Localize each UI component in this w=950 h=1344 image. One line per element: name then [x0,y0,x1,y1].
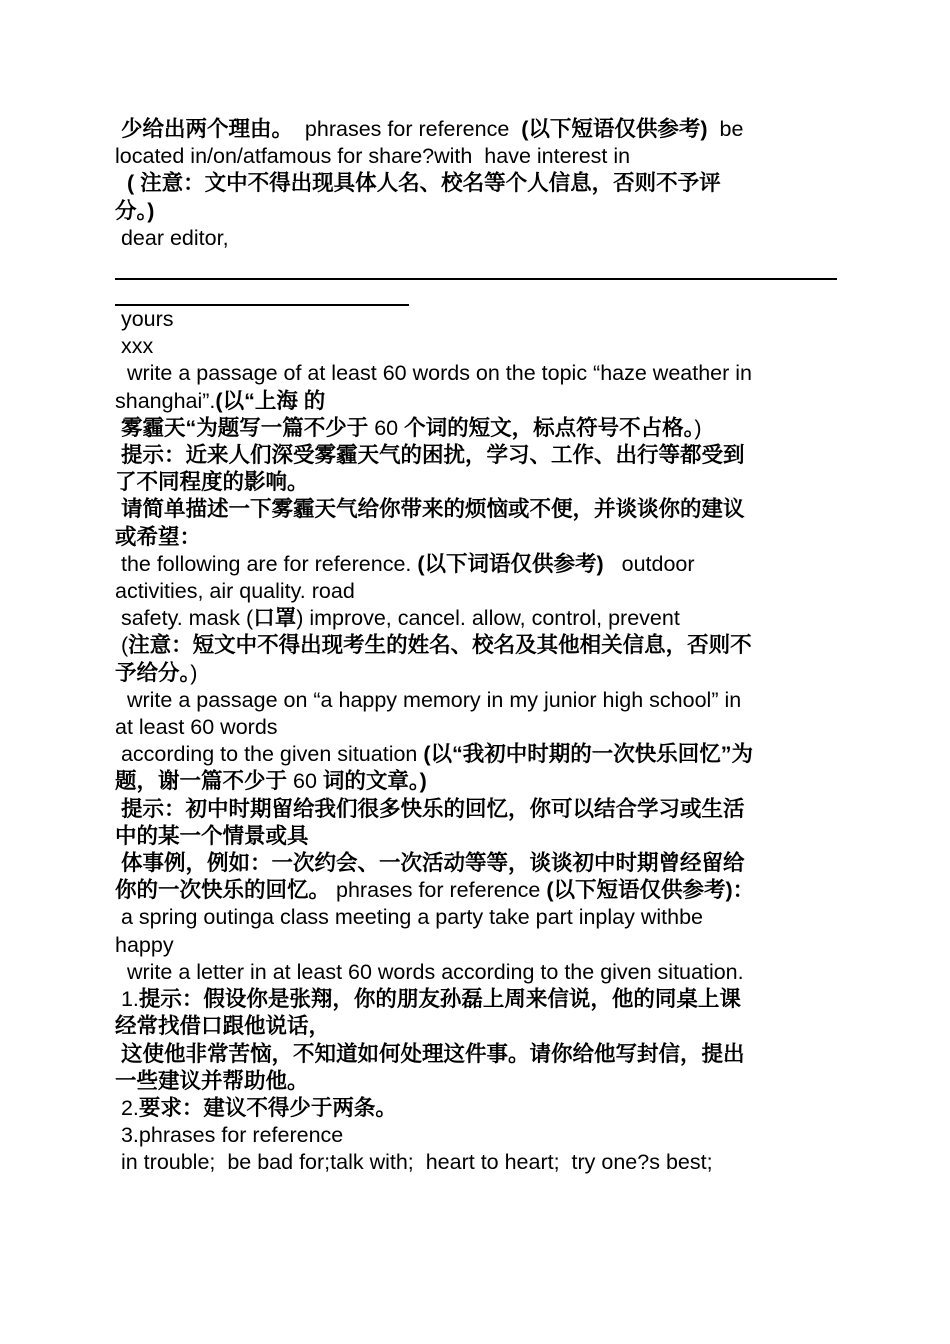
essay3-req-num: 60 [287,769,323,794]
essay2-hint-line1: 提示：近来人们深受雾霾天气的困扰，学习、工作、出行等都受到 [115,443,745,468]
essay2-reference-words1: activities, air quality. road [115,579,355,604]
essay4-hint-line1 [115,986,845,1013]
essay2-req-b: 个词的短文，标点符号不占格。 [404,415,695,440]
essay4-hint-line4: 一些建议并帮助他。 [115,1068,309,1093]
essay3-phrases-note: (以下短语仅供参考)： [546,878,755,903]
essay2-prompt-line2 [115,388,845,415]
essay1-reasons-text: 少给出两个理由。 [115,117,293,141]
essay2-task-line1: 请简单描述一下雾霾天气给你带来的烦恼或不便，并谈谈你的建议 [115,497,745,522]
essay1-notice-line1: ( 注意：文中不得出现具体人名、校名等个人信息，否则不予评 [115,171,721,196]
essay2-words-b: ) improve, cancel. allow, control, prevent [296,606,680,631]
essay2-prompt-line1: write a passage of at least 60 words on the topic “haze weather in [115,361,753,386]
letter-closing: yours [115,307,174,332]
essay3-prompt-line1: write a passage on “a happy memory in my junior high school” in [115,687,742,712]
document-page [115,116,845,1177]
essay4-hint-line3: 这使他非常苦恼，不知道如何处理这件事。请你给他写封信，提出 [115,1041,745,1066]
essay2-notice-end: 予给分。 [115,660,191,685]
essay2-prompt-line3 [115,415,845,442]
essay1-phrases: located in/on/atfamous for share?with have interest in [115,144,631,169]
essay3-phrases-line1: a spring outinga class meeting a party take part inplay withbe [115,905,703,930]
essay2-reference-outdoor: outdoor [609,551,695,576]
essay1-phrases-note: (以下短语仅供参考) [515,117,714,141]
essay2-words-mask-cn: 口罩 [253,606,297,631]
essay3-hint-end: 你的一次快乐的回忆。 [115,878,331,903]
essay2-notice-line2 [115,660,845,687]
essay2-reference-words2 [115,605,845,632]
essay3-hint-line4 [115,877,845,904]
essay1-line1 [115,116,845,143]
essay4-hint-text: 提示：假设你是张翔，你的朋友孙磊上周来信说，他的同桌上课 [138,987,741,1012]
essay2-req-a: 雾霾天“为题写一篇不少于 [115,415,369,440]
essay2-notice-text: 注意：短文中不得出现考生的姓名、校名及其他相关信息，否则不 [128,633,752,658]
essay3-prompt-line3 [115,741,845,768]
essay2-topic-text: shanghai”. [115,388,216,413]
essay2-words-a: safety. mask ( [115,606,254,631]
essay3-req-a: 题，谢一篇不少于 [115,769,288,794]
essay4-phrases: in trouble; be bad for;talk with; heart to heart; try one?s best; [115,1150,713,1175]
essay2-notice-paren: ( [115,633,129,658]
letter-salutation: dear editor, [115,225,229,250]
essay3-situation-text: according to the given situation [115,742,424,767]
essay3-hint-line3: 体事例，例如：一次约会、一次活动等等，谈谈初中时期曾经留给 [115,851,745,876]
essay2-reference-text: the following are for reference. [115,551,412,576]
essay4-requirement-text: 要求：建议不得少于两条。 [138,1095,397,1120]
essay4-num1: 1. [115,987,139,1012]
essay3-req-b: 词的文章。) [322,769,427,794]
essay2-reference-line [115,551,845,578]
essay2-notice-close: ) [190,660,198,685]
essay3-phrases-label: phrases for reference [330,878,547,903]
essay3-prompt-line2: at least 60 words [115,715,278,740]
essay4-phrases-label: 3.phrases for reference [115,1123,344,1148]
essay2-req-close: ) [694,415,702,440]
answer-line-long [115,278,837,280]
essay4-hint-line2: 经常找借口跟他说话， [115,1014,331,1039]
essay3-prompt-line4 [115,768,845,795]
essay3-topic-cn: (以“我初中时期的一次快乐回忆”为 [423,742,754,767]
essay2-task-line2: 或希望： [115,524,202,549]
essay2-topic-cn: (以“上海 的 [215,388,326,413]
essay2-notice-line1 [115,632,845,659]
essay1-phrases-label: phrases for reference [292,117,516,141]
essay4-num2: 2. [115,1095,139,1120]
essay3-hint-line1: 提示：初中时期留给我们很多快乐的回忆，你可以结合学习或生活 [115,796,745,821]
essay4-requirement [115,1095,845,1122]
essay1-notice-line2: 分。) [115,198,155,223]
essay2-req-num: 60 [368,415,405,440]
letter-signature: xxx [115,334,154,359]
essay4-prompt-line1: write a letter in at least 60 words according to the given situation. [115,959,744,984]
essay3-phrases-line2: happy [115,932,174,957]
essay3-hint-line2: 中的某一个情景或具 [115,823,309,848]
essay2-hint-line2: 了不同程度的影响。 [115,470,309,495]
essay1-phrase-be: be [713,117,744,141]
essay2-reference-note: (以下词语仅供参考) [411,551,610,576]
